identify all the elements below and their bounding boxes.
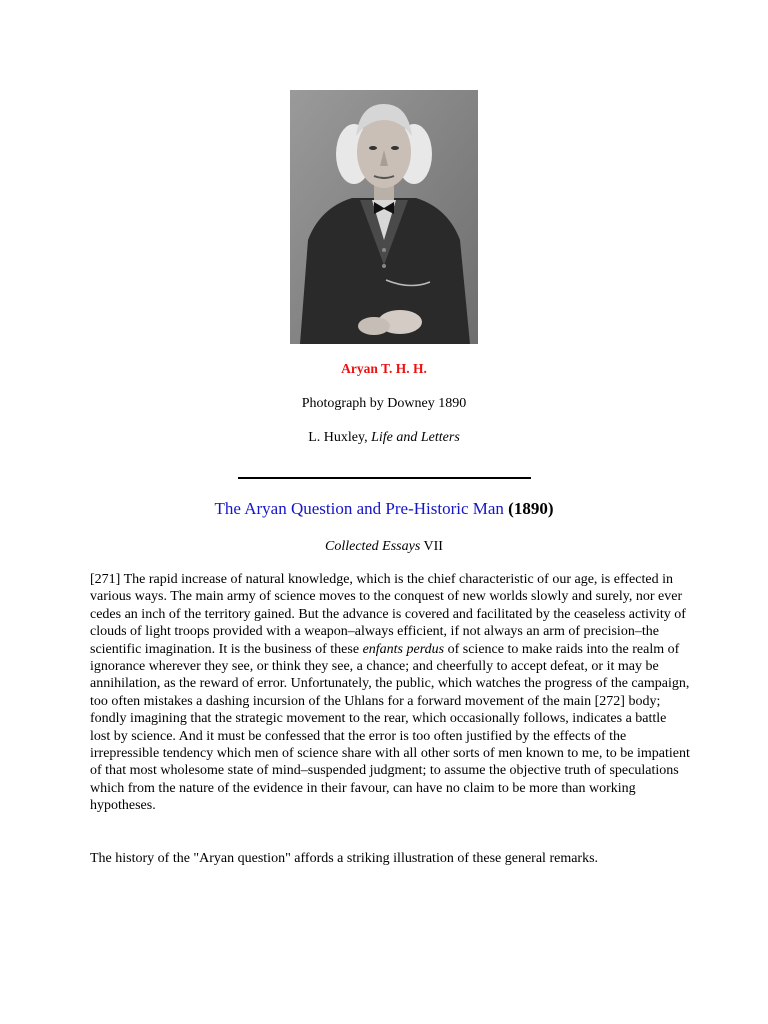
photo-credit: Photograph by Downey 1890 — [301, 396, 467, 411]
essay-year: (1890) — [508, 499, 554, 518]
portrait-image — [290, 90, 478, 344]
collection-title: Collected Essays — [325, 539, 421, 554]
paragraph-1-emphasis: enfants perdus — [362, 641, 445, 657]
source-author: L. Huxley, — [308, 430, 372, 445]
paragraph-1-part-2: of science to make raids into the realm of ignorance wherever they see, or think they see, a chance; and cheerfully to accept defeat, or it may be annihilation, as the reward of error. Unfortunately, the public, which watches the progress of the campaign, too often mistakes a dashing incursion of the Uhlans for a forward movement of the main [272] body; fondly imagining that the strategic movement to the rear, which occasionally follows, indicates a battle lost by science. And it must be confessed that the error is too often justified by the effects of the irrepressible tendency which men of science share with all other sorts of men known to me, to be impatient of that most wholesome state of mind–suspended judgment; to assume the objective truth of speculations which from the nature of the evidence in their favour, can have no claim to be more than working hypotheses. — [90, 641, 690, 814]
photo-source — [0, 429, 768, 447]
paragraph-1-part-1: [271] The rapid increase of natural knowledge, which is the chief characteristic of our age, is effected in various ways. The main army of science moves to the conquest of new worlds slowly and surely, nor ever cedes an inch of the territory gained. But the advance is covered and facilitated by the ceaseless activity of clouds of light troops provided with a weapon–always efficient, if not always an arm of precision–the scientific imagination. It is the business of these — [90, 572, 686, 657]
portrait-photograph-icon — [290, 90, 478, 344]
essay-title — [0, 498, 768, 520]
essay-title-link[interactable]: The Aryan Question and Pre-Historic Man — [214, 499, 504, 518]
essay-paragraph-1 — [90, 571, 690, 815]
source-title: Life and Letters — [371, 430, 460, 445]
portrait-caption-name: Aryan T. H. H. — [341, 361, 427, 376]
collection-reference — [0, 538, 768, 556]
horizontal-rule — [238, 477, 531, 479]
collection-volume: VII — [420, 539, 443, 554]
essay-paragraph-2: The history of the "Aryan question" affords a striking illustration of these general remarks. — [90, 851, 599, 866]
